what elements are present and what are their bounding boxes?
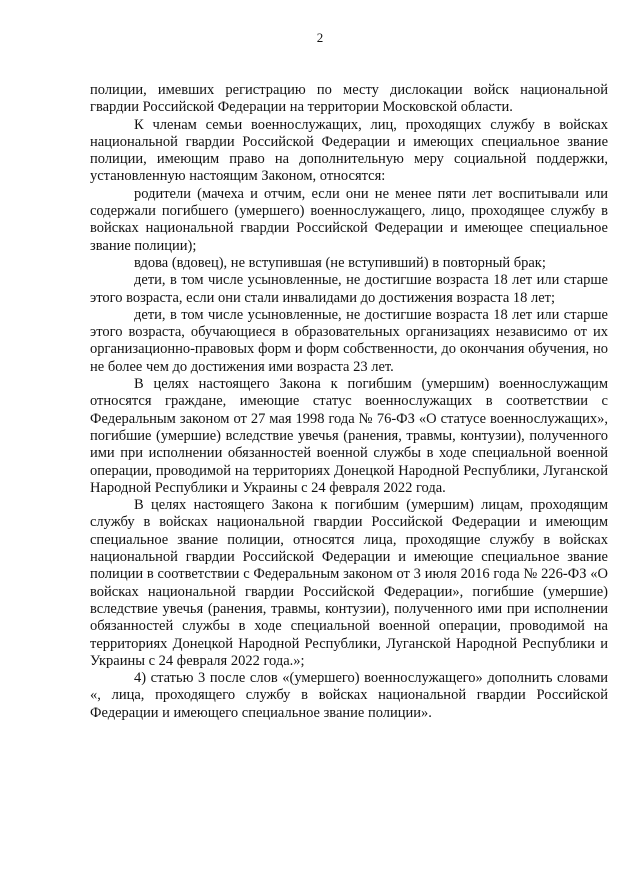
paragraph-amendment-article-3: 4) статью 3 после слов «(умершего) военнослужащего» дополнить словами «, лица, проходящего службу в войсках национальной гвардии Российской Федерации и имеющего специальное звание полиции». [90, 670, 608, 721]
paragraph-continuation: полиции, имевших регистрацию по месту дислокации войск национальной гвардии Российской Федерации на территории Московской области. [90, 82, 608, 116]
document-body [90, 82, 608, 722]
list-item-widow: вдова (вдовец), не вступившая (не вступивший) в повторный брак; [134, 254, 546, 271]
list-item-parents: родители (мачеха и отчим, если они не менее пяти лет воспитывали или содержали погибшего (умершего) военнослужащего, лицо, проходящее службу в войсках национальной гвардии Российской Федерации и имеющее специальное звание полиции); [90, 185, 608, 254]
list-item-children-students: дети, в том числе усыновленные, не достигшие возраста 18 лет или старше этого возраста, обучающиеся в образовательных организациях независимо от их организационно-правовых форм и форм собственности, до окончания обучения, но не более чем до достижения ими возраста 23 лет. [90, 306, 608, 375]
page-number: 2 [316, 30, 324, 45]
list-item-children-disabled: дети, в том числе усыновленные, не достигшие возраста 18 лет или старше этого возраста, если они стали инвалидами до достижения возраста 18 лет; [90, 272, 608, 306]
paragraph-deceased-guard-definition: В целях настоящего Закона к погибшим (умершим) лицам, проходящим службу в войсках национальной гвардии Российской Федерации и имеющим специальное звание полиции, относятся лица, проходящие службу в войсках национальной гвардии Российской Федерации и имеющие специальное звание полиции в соответствии с Федеральным законом от 3 июля 2016 года № 226-ФЗ «О войсках национальной гвардии Российской Федерации», погибшие (умершие) вследствие увечья (ранения, травмы, контузии), полученного ими при исполнении обязанностей службы в ходе специальной военной операции, проводимой на территориях Донецкой Народной Республики, Луганской Народной Республики и Украины с 24 февраля 2022 года.»; [90, 497, 608, 669]
paragraph-family-members-intro: К членам семьи военнослужащих, лиц, проходящих службу в войсках национальной гвардии Российской Федерации и имеющих специальное звание полиции, имеющим право на дополнительную меру социальной поддержки, установленную настоящим Законом, относятся: [90, 116, 608, 185]
paragraph-deceased-servicemen-definition: В целях настоящего Закона к погибшим (умершим) военнослужащим относятся граждане, имеющие статус военнослужащих в соответствии с Федеральным законом от 27 мая 1998 года № 76-ФЗ «О статусе военнослужащих», погибшие (умершие) вследствие увечья (ранения, травмы, контузии), полученного ими при исполнении обязанностей военной службы в ходе специальной военной операции, проводимой на территориях Донецкой Народной Республики, Луганской Народной Республики и Украины с 24 февраля 2022 года. [90, 376, 608, 496]
